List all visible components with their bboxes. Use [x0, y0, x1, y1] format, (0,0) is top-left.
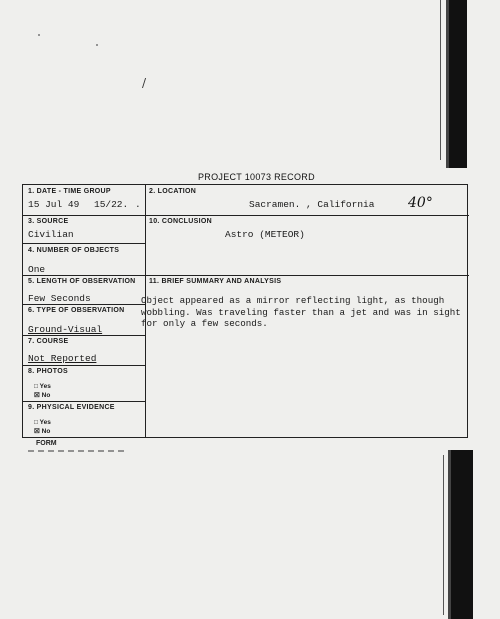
conclusion-label: 10. CONCLUSION	[149, 218, 212, 225]
row-divider	[23, 335, 145, 336]
speck	[38, 34, 40, 36]
summary-text	[141, 295, 461, 330]
film-edge-line-top	[440, 0, 441, 160]
date-value: 15 Jul 49	[28, 199, 80, 210]
handwritten-annotation: 40°	[408, 195, 433, 211]
film-edge-line-bottom	[443, 455, 444, 615]
summary-line: for only a few seconds.	[141, 318, 268, 329]
row-divider	[23, 365, 145, 366]
source-label: 3. SOURCE	[28, 218, 69, 225]
stray-pen-mark: /	[142, 76, 147, 90]
film-edge-bar-bottom	[448, 450, 473, 619]
record-title: PROJECT 10073 RECORD	[198, 172, 315, 182]
row-divider	[23, 275, 469, 276]
number-of-objects-label: 4. NUMBER OF OBJECTS	[28, 247, 120, 254]
source-value: Civilian	[28, 229, 74, 240]
form-footer-label: FORM	[36, 440, 57, 447]
course-label: 7. COURSE	[28, 338, 69, 345]
time-value: 15/22.	[94, 199, 129, 210]
course-value: Not Reported	[28, 353, 97, 364]
physical-evidence-no-checkbox: ☒ No	[34, 428, 51, 435]
row-divider	[23, 401, 145, 402]
film-edge-bar-top	[446, 0, 467, 168]
photos-yes-checkbox: □ Yes	[34, 383, 51, 390]
number-of-objects-value: One	[28, 264, 46, 275]
location-value: Sacramen. , California	[249, 199, 375, 210]
length-of-observation-label: 5. LENGTH OF OBSERVATION	[28, 278, 136, 285]
row-divider	[23, 304, 145, 305]
length-of-observation-value: Few Seconds	[28, 293, 91, 304]
speck	[96, 44, 98, 46]
physical-evidence-yes-checkbox: □ Yes	[34, 419, 51, 426]
conclusion-value: Astro (METEOR)	[225, 229, 305, 240]
row-divider	[23, 215, 469, 216]
photos-no-checkbox: ☒ No	[34, 392, 51, 399]
physical-evidence-label: 9. PHYSICAL EVIDENCE	[28, 404, 115, 411]
type-of-observation-value: Ground-Visual	[28, 324, 103, 335]
time-trailing-mark: .	[135, 199, 141, 210]
date-time-label: 1. DATE - TIME GROUP	[28, 188, 111, 195]
record-form	[22, 184, 468, 438]
type-of-observation-label: 6. TYPE OF OBSERVATION	[28, 307, 125, 314]
location-label: 2. LOCATION	[149, 188, 197, 195]
summary-line: wobbling. Was traveling faster than a jet and was in sight	[141, 306, 461, 318]
summary-line: Object appeared as a mirror reflecting light, as though	[141, 295, 445, 306]
footer-illegible-text	[28, 450, 128, 452]
summary-label: 11. BRIEF SUMMARY AND ANALYSIS	[149, 278, 282, 285]
row-divider	[23, 243, 145, 244]
photos-label: 8. PHOTOS	[28, 368, 68, 375]
